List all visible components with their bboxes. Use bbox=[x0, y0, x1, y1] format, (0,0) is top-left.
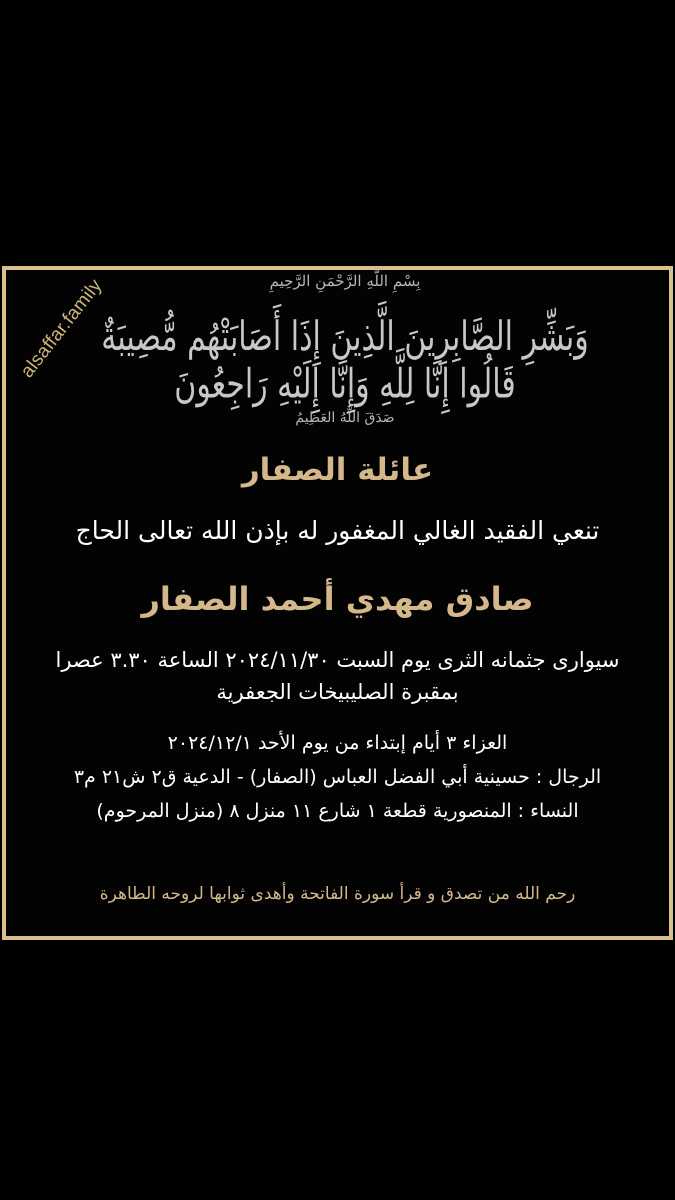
ayah-text: وَبَشِّرِ الصَّابِرِينَ الَّذِينَ إِذَا أَصَابَتْهُم مُّصِيبَةٌ قَالُوا إِنَّا لِلَّهِ وَإِنَّا إِلَيْهِ رَاجِعُونَ bbox=[101, 313, 589, 409]
closing-prayer: رحم الله من تصدق و قرأ سورة الفاتحة وأهدى ثوابها لروحه الطاهرة bbox=[99, 884, 576, 904]
sadaq-text: صَدَقَ اللَّهُ العَظِيمُ bbox=[295, 410, 395, 426]
deceased-name: صادق مهدي أحمد الصفار bbox=[141, 580, 534, 618]
burial-line-2: بمقبرة الصليبيخات الجعفرية bbox=[216, 680, 459, 704]
quran-calligraphy bbox=[100, 272, 590, 442]
family-name: عائلة الصفار bbox=[241, 452, 434, 488]
announcement-line: تنعي الفقيد الغالي المغفور له بإذن الله تعالى الحاج bbox=[75, 516, 600, 545]
condolence-women: النساء : المنصورية قطعة ١ شارع ١١ منزل ٨ (منزل المرحوم) bbox=[96, 800, 579, 822]
bismillah-text: بِسْمِ اللَّهِ الرَّحْمَنِ الرَّحِيمِ bbox=[269, 272, 421, 290]
watermark-text: alsaffar.family bbox=[16, 275, 107, 382]
burial-line-1: سيوارى جثمانه الثرى يوم السبت ٢٠٢٤/١١/٣٠ الساعة ٣.٣٠ عصرا bbox=[55, 648, 620, 672]
condolence-period: العزاء ٣ أيام إبتداء من يوم الأحد ٢٠٢٤/١٢/١ bbox=[167, 732, 508, 754]
condolence-men: الرجال : حسينية أبي الفضل العباس (الصفار) - الدعية ق٢ ش٢١ م٣ bbox=[73, 766, 602, 788]
